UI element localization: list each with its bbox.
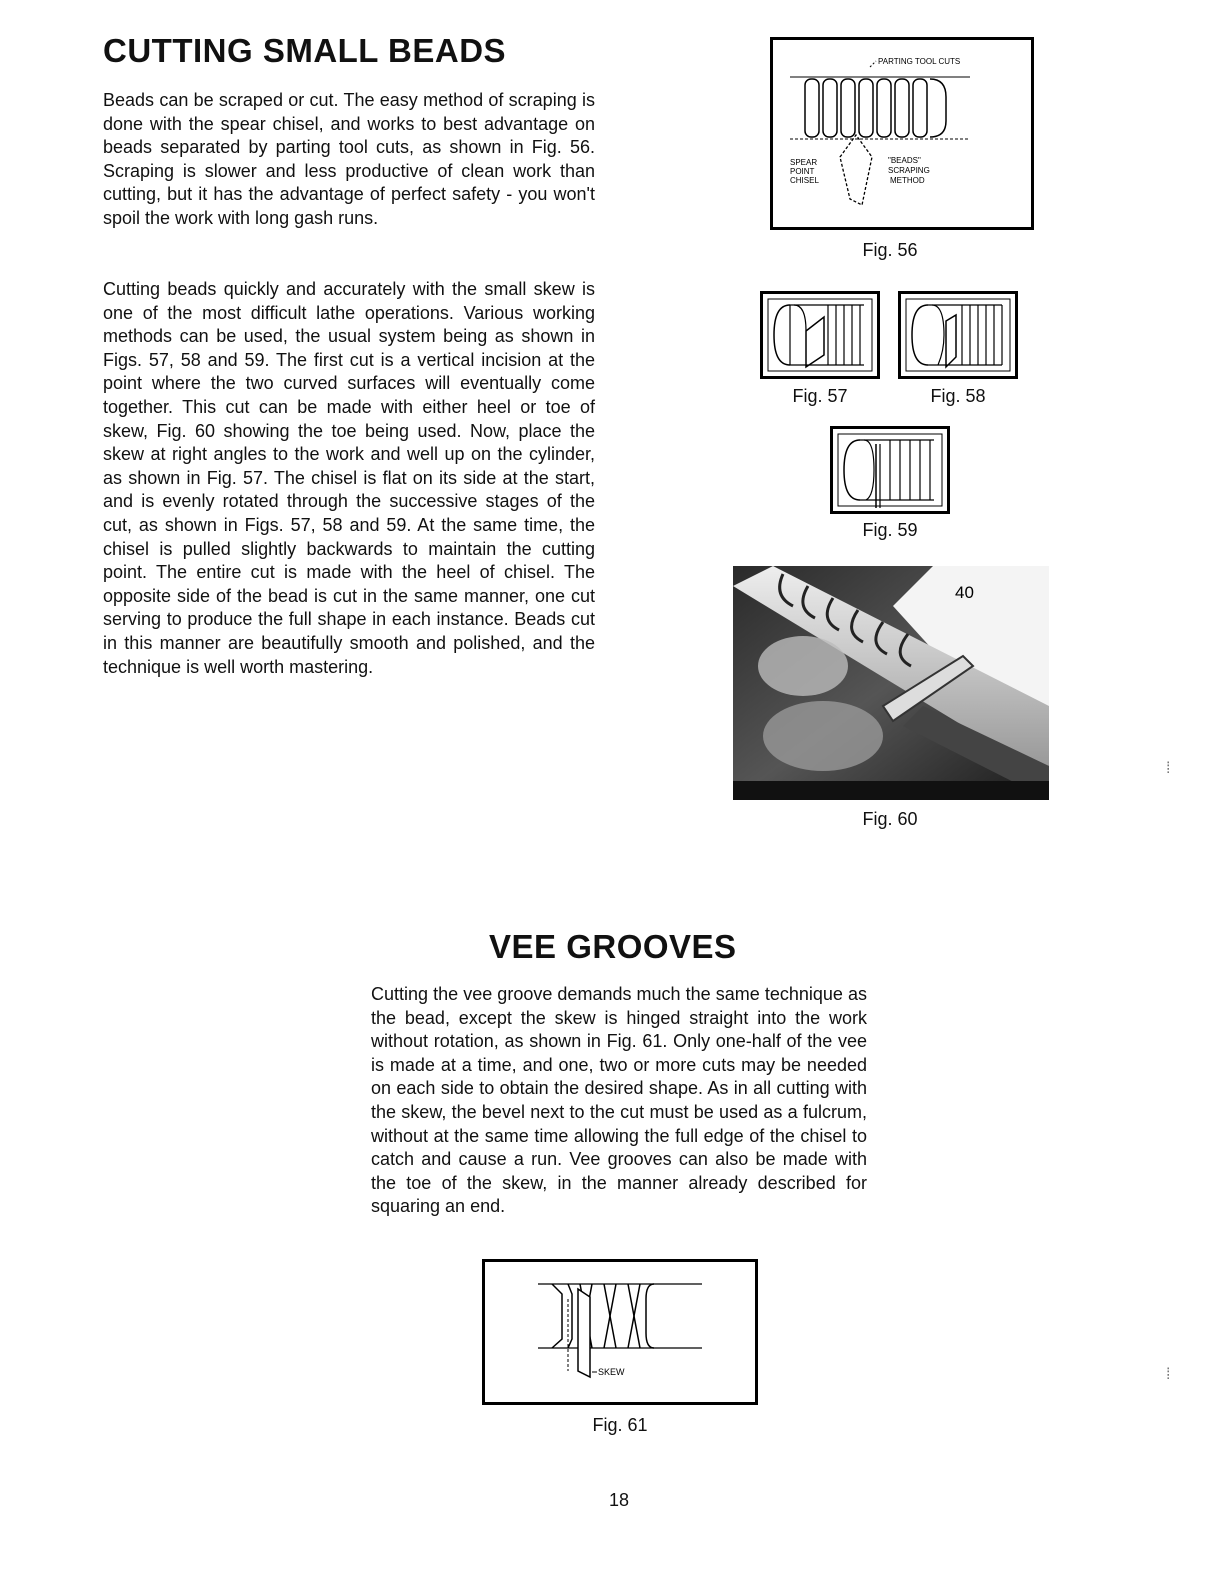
parting-tool-label: PARTING TOOL CUTS	[878, 57, 961, 66]
paragraph-vee-grooves: Cutting the vee groove demands much the same technique as the bead, except the skew is hinged straight into the work without rotation, as shown in Fig. 61. Only one-half of the vee is made at a time, and one, two or more cuts may be needed on each side to obtain the desired shape. As in all cutting with the skew, the bevel next to the cut must be used as a fulcrum, without at the same time allowing the full edge of the chisel to catch and cause a run. Vee grooves can also be made with the toe of the skew, in the manner already described for squaring an end.	[371, 984, 867, 1217]
figure-57-caption: Fig. 57	[792, 386, 848, 406]
section-title-vee-grooves: VEE GROOVES	[489, 928, 737, 965]
figure-60-photo	[733, 566, 1049, 800]
page-number: 18	[609, 1490, 630, 1510]
beads-label-1: "BEADS"	[888, 156, 921, 165]
figure-57-drawing	[760, 291, 880, 379]
beads-label-3: METHOD	[890, 176, 925, 185]
spear-label-2: POINT	[790, 167, 815, 176]
paragraph-scraping-beads: Beads can be scraped or cut. The easy method of scraping is done with the spear chisel, and works to best advantage on beads separated by parting tool cuts, as shown in Fig. 56. Scraping is slower and less productive of clean work than cutting, but it has the advantage of perfect safety - you won't spoil the work with long gash runs.	[103, 90, 595, 228]
photo-number: 40	[955, 583, 974, 602]
figure-61-caption: Fig. 61	[592, 1415, 648, 1435]
beads-label-2: SCRAPING	[888, 166, 930, 175]
paragraph-cutting-beads: Cutting beads quickly and accurately with the small skew is one of the most difficult lathe operations. Various working methods can be used, the usual system being as shown in Figs. 57, 58 and 59. The first cut is a vertical incision at the point where the two curved surfaces will eventually come together. This cut can be made with either heel or toe of skew, Fig. 60 showing the toe being used. Now, place the skew at right angles to the work and well up on the cylinder, as shown in Fig. 57. The chisel is flat on its side at the start, and is evenly rotated through the successive stages of the cut, as shown in Figs. 57, 58 and 59. At the same time, the chisel is pulled slightly backwards to maintain the cutting point. The entire cut is made with the heel of chisel. The opposite side of the bead is cut in the same manner, one cut serving to produce the full shape in each instance. Beads cut in this manner are beautifully smooth and polished, and the technique is well worth mastering.	[103, 279, 595, 677]
section-title-cutting-small-beads: CUTTING SMALL BEADS	[103, 32, 507, 69]
figure-61-drawing	[482, 1259, 758, 1405]
figure-58-drawing	[898, 291, 1018, 379]
spear-label-1: SPEAR	[790, 158, 818, 167]
figure-56-caption: Fig. 56	[862, 240, 918, 260]
figure-59-drawing	[830, 426, 950, 514]
scan-mark: ⁞	[1166, 760, 1171, 777]
figure-58-caption: Fig. 58	[930, 386, 986, 406]
figure-56-drawing	[770, 37, 1034, 230]
skew-label: SKEW	[598, 1367, 625, 1377]
figure-59-caption: Fig. 59	[862, 520, 918, 540]
scan-mark: ⁞	[1166, 1366, 1171, 1383]
figure-60-caption: Fig. 60	[862, 809, 918, 829]
spear-label-3: CHISEL	[790, 176, 819, 185]
